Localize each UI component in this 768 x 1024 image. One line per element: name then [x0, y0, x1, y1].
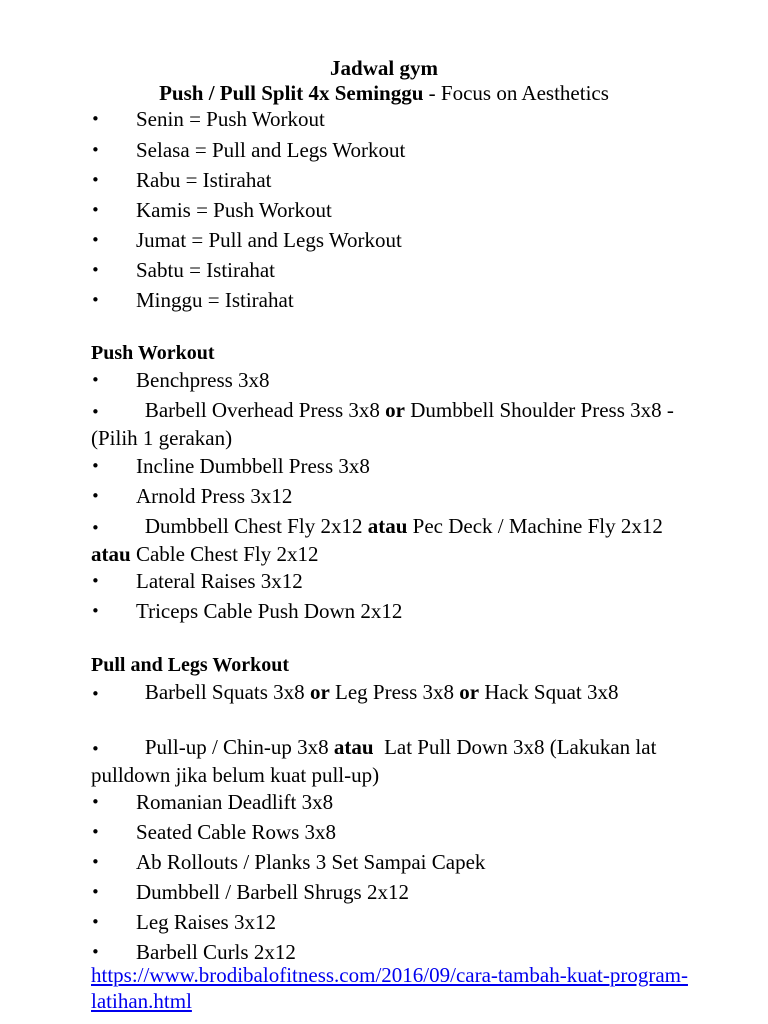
- pull-item: • Barbell Squats 3x8 or Leg Press 3x8 or Hack Squat 3x8: [91, 680, 619, 704]
- bullet-icon: •: [91, 685, 100, 703]
- bullet-icon: •: [91, 883, 100, 901]
- pull-item: • Leg Raises 3x12: [91, 910, 276, 934]
- page-title: Jadwal gym: [330, 56, 438, 80]
- bullet-icon: •: [91, 291, 100, 309]
- pull-item: • Seated Cable Rows 3x8: [91, 820, 337, 844]
- bullet-icon: •: [91, 487, 100, 505]
- push-workout-heading: Push Workout: [91, 342, 215, 364]
- pull-item: • Dumbbell / Barbell Shrugs 2x12: [91, 880, 409, 904]
- bullet-icon: •: [91, 201, 100, 219]
- schedule-item: • Minggu = Istirahat: [91, 288, 294, 312]
- pull-item: • Pull-up / Chin-up 3x8 atau Lat Pull Down 3x8 (Lakukan lat pulldown jika belum kuat pull-up): [91, 735, 662, 787]
- push-item: • Triceps Cable Push Down 2x12: [91, 599, 403, 623]
- push-item: • Dumbbell Chest Fly 2x12 atau Pec Deck / Machine Fly 2x12 atau Cable Chest Fly 2x12: [91, 514, 663, 566]
- pull-legs-workout-heading: Pull and Legs Workout: [91, 654, 290, 676]
- schedule-item: • Senin = Push Workout: [91, 107, 325, 131]
- push-item: • Incline Dumbbell Press 3x8: [91, 454, 370, 478]
- bullet-icon: •: [91, 403, 100, 421]
- push-item: • Lateral Raises 3x12: [91, 569, 303, 593]
- bullet-icon: •: [91, 231, 100, 249]
- schedule-item: • Kamis = Push Workout: [91, 198, 332, 222]
- bullet-icon: •: [91, 572, 100, 590]
- pull-item: • Romanian Deadlift 3x8: [91, 790, 334, 814]
- bullet-icon: •: [91, 740, 100, 758]
- bullet-icon: •: [91, 261, 100, 279]
- bullet-icon: •: [91, 602, 100, 620]
- page-subtitle: [0, 80, 768, 106]
- schedule-item: • Selasa = Pull and Legs Workout: [91, 138, 406, 162]
- bullet-icon: •: [91, 913, 100, 931]
- subtitle-bold: Push / Pull Split 4x Seminggu: [159, 81, 424, 105]
- schedule-item: • Jumat = Pull and Legs Workout: [91, 228, 402, 252]
- bullet-icon: •: [91, 823, 100, 841]
- bullet-icon: •: [91, 943, 100, 961]
- schedule-item: • Sabtu = Istirahat: [91, 258, 275, 282]
- bullet-icon: •: [91, 457, 100, 475]
- schedule-item: • Rabu = Istirahat: [91, 168, 272, 192]
- bullet-icon: •: [91, 519, 100, 537]
- bullet-icon: •: [91, 371, 100, 389]
- bullet-icon: •: [91, 853, 100, 871]
- push-item: • Arnold Press 3x12: [91, 484, 293, 508]
- subtitle-rest: - Focus on Aesthetics: [423, 81, 609, 105]
- source-link[interactable]: https://www.brodibalofitness.com/2016/09/cara-tambah-kuat-program-latihan.html: [91, 963, 688, 1013]
- bullet-icon: •: [91, 141, 100, 159]
- bullet-icon: •: [91, 793, 100, 811]
- bullet-icon: •: [91, 171, 100, 189]
- bullet-icon: •: [91, 110, 100, 128]
- push-item: • Benchpress 3x8: [91, 368, 270, 392]
- push-item: • Barbell Overhead Press 3x8 or Dumbbell Shoulder Press 3x8 - (Pilih 1 gerakan): [91, 398, 674, 450]
- pull-item: • Barbell Curls 2x12: [91, 940, 296, 964]
- pull-item: • Ab Rollouts / Planks 3 Set Sampai Capek: [91, 850, 486, 874]
